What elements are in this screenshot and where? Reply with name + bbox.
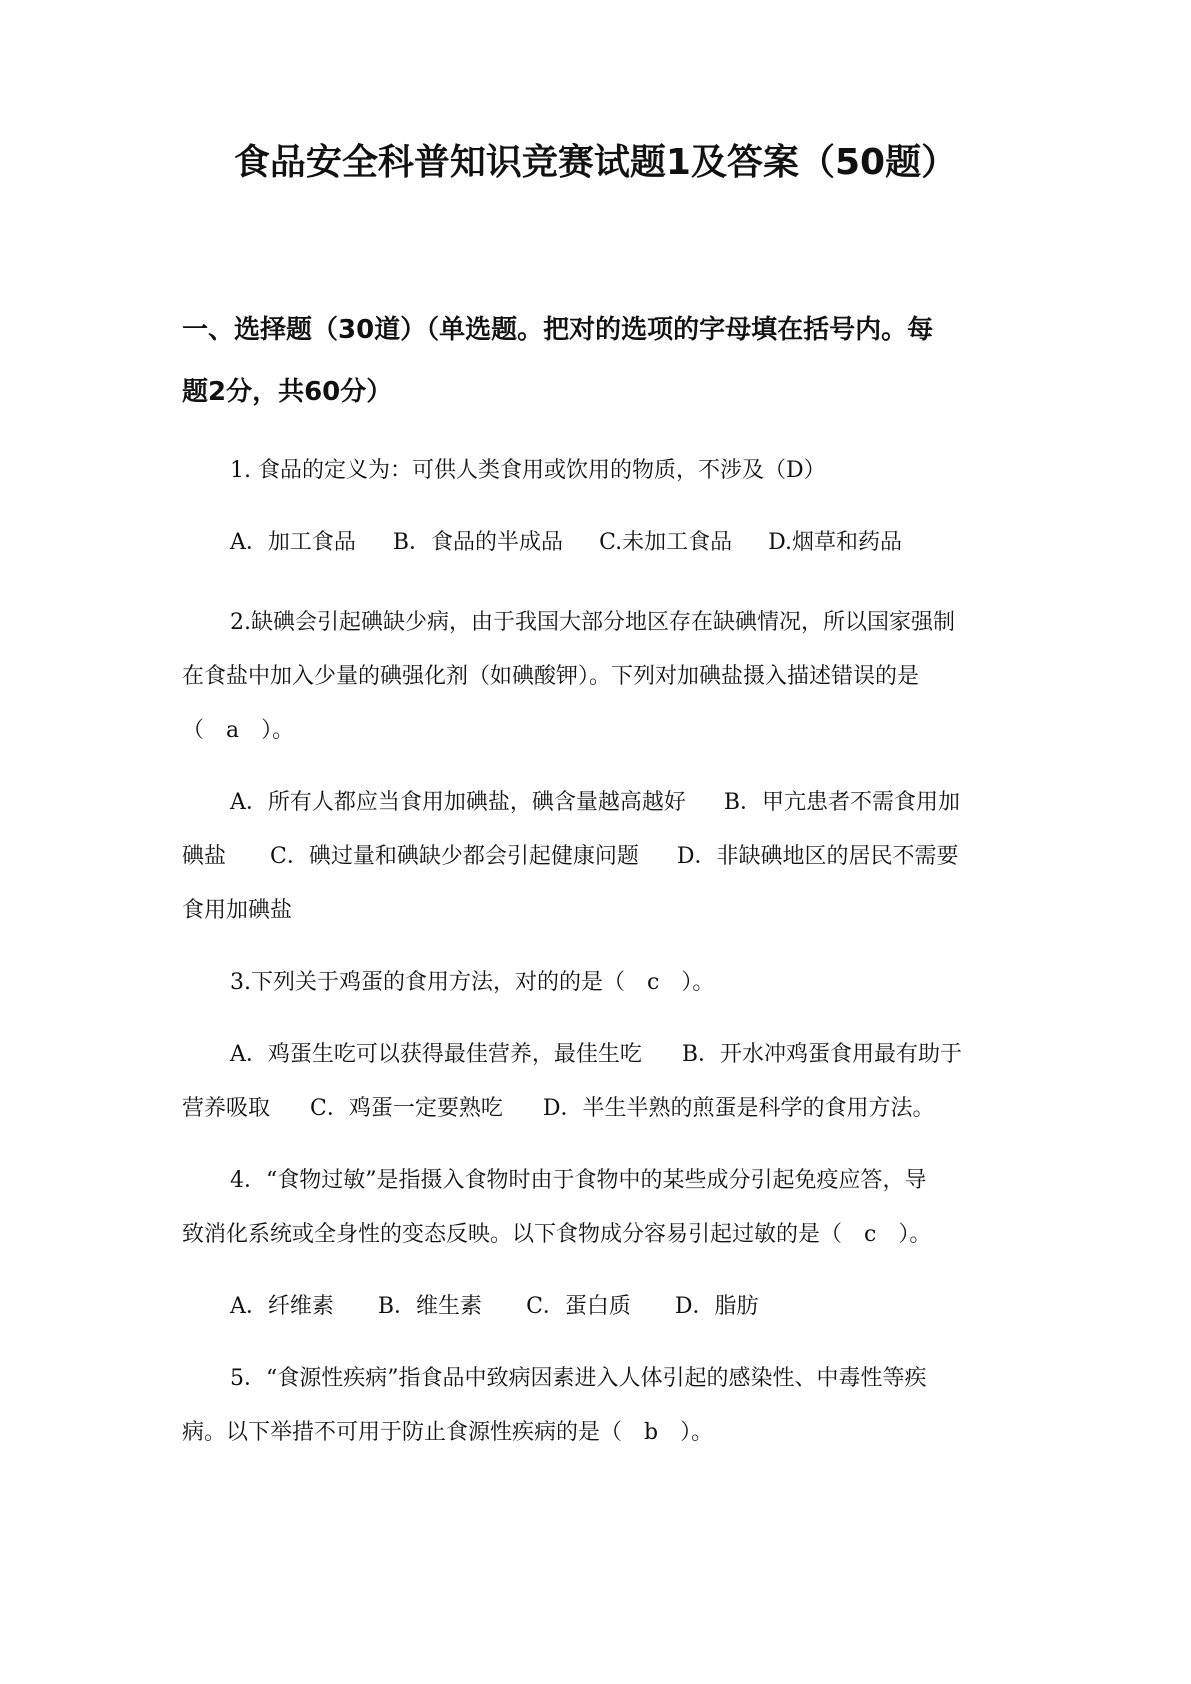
question-4-options bbox=[230, 1294, 759, 1320]
question-1-option-a: A．加工食品 bbox=[230, 530, 356, 555]
question-1-options bbox=[230, 530, 902, 556]
question-4-option-b: B．维生素 bbox=[377, 1294, 483, 1319]
question-2-options-line-3: 食用加碘盐 bbox=[182, 898, 293, 923]
question-3-options-line-1 bbox=[230, 1042, 962, 1068]
question-3-option-b-cont: 营养吸取 bbox=[182, 1096, 271, 1121]
question-2-option-b: B．甲亢患者不需食用加 bbox=[723, 790, 961, 815]
question-3-stem: 3.下列关于鸡蛋的食用方法，对的的是（ c ）。 bbox=[230, 970, 715, 995]
question-2-option-d: D．非缺碘地区的居民不需要 bbox=[676, 844, 959, 869]
question-3-option-a: A．鸡蛋生吃可以获得最佳营养，最佳生吃 bbox=[230, 1042, 642, 1067]
question-3-option-c: C．鸡蛋一定要熟吃 bbox=[310, 1096, 503, 1121]
question-3-option-d: D．半生半熟的煎蛋是科学的食用方法。 bbox=[542, 1096, 935, 1121]
question-4-stem-line-2: 致消化系统或全身性的变态反映。以下食物成分容易引起过敏的是（ c ）。 bbox=[182, 1222, 932, 1247]
section-heading bbox=[182, 299, 1027, 423]
question-3-options-line-2 bbox=[182, 1096, 935, 1122]
question-2-option-a: A．所有人都应当食用加碘盐，碘含量越高越好 bbox=[230, 790, 686, 815]
section-heading-line-1: 一、选择题（30道）（单选题。把对的选项的字母填在括号内。每 bbox=[182, 315, 934, 345]
question-1-option-c: C.未加工食品 bbox=[599, 530, 733, 555]
question-2-stem-line-1: 2.缺碘会引起碘缺少病，由于我国大部分地区存在缺碘情况，所以国家强制 bbox=[230, 610, 955, 635]
section-heading-line-2: 题2分，共60分） bbox=[182, 377, 393, 407]
question-2-options-line-2 bbox=[182, 844, 959, 870]
document-title: 食品安全科普知识竞赛试题1及答案（50题） bbox=[233, 142, 958, 183]
question-2-option-b-cont: 碘盐 bbox=[182, 844, 227, 869]
question-5-stem-line-1: 5．“食源性疾病”指食品中致病因素进入人体引起的感染性、中毒性等疾 bbox=[230, 1366, 927, 1391]
question-1-stem: 1. 食品的定义为：可供人类食用或饮用的物质，不涉及（D） bbox=[230, 458, 826, 483]
question-4-option-d: D．脂肪 bbox=[674, 1294, 759, 1319]
question-2-options-line-1 bbox=[230, 790, 960, 816]
question-4-option-a: A．纤维素 bbox=[230, 1294, 334, 1319]
question-1-option-b: B．食品的半成品 bbox=[392, 530, 564, 555]
question-3-option-b: B．开水冲鸡蛋食用最有助于 bbox=[681, 1042, 963, 1067]
question-1-option-d: D.烟草和药品 bbox=[768, 530, 902, 555]
question-2-stem-line-3: （ a ）。 bbox=[182, 718, 295, 743]
question-4-option-c: C．蛋白质 bbox=[526, 1294, 631, 1319]
question-5-stem-line-2: 病。以下举措不可用于防止食源性疾病的是（ b ）。 bbox=[182, 1420, 714, 1445]
question-4-stem-line-1: 4．“食物过敏”是指摄入食物时由于食物中的某些成分引起免疫应答，导 bbox=[230, 1168, 927, 1193]
question-2-option-c: C．碘过量和碘缺少都会引起健康问题 bbox=[270, 844, 639, 869]
question-2-stem-line-2: 在食盐中加入少量的碘强化剂（如碘酸钾）。下列对加碘盐摄入描述错误的是 bbox=[182, 664, 920, 689]
